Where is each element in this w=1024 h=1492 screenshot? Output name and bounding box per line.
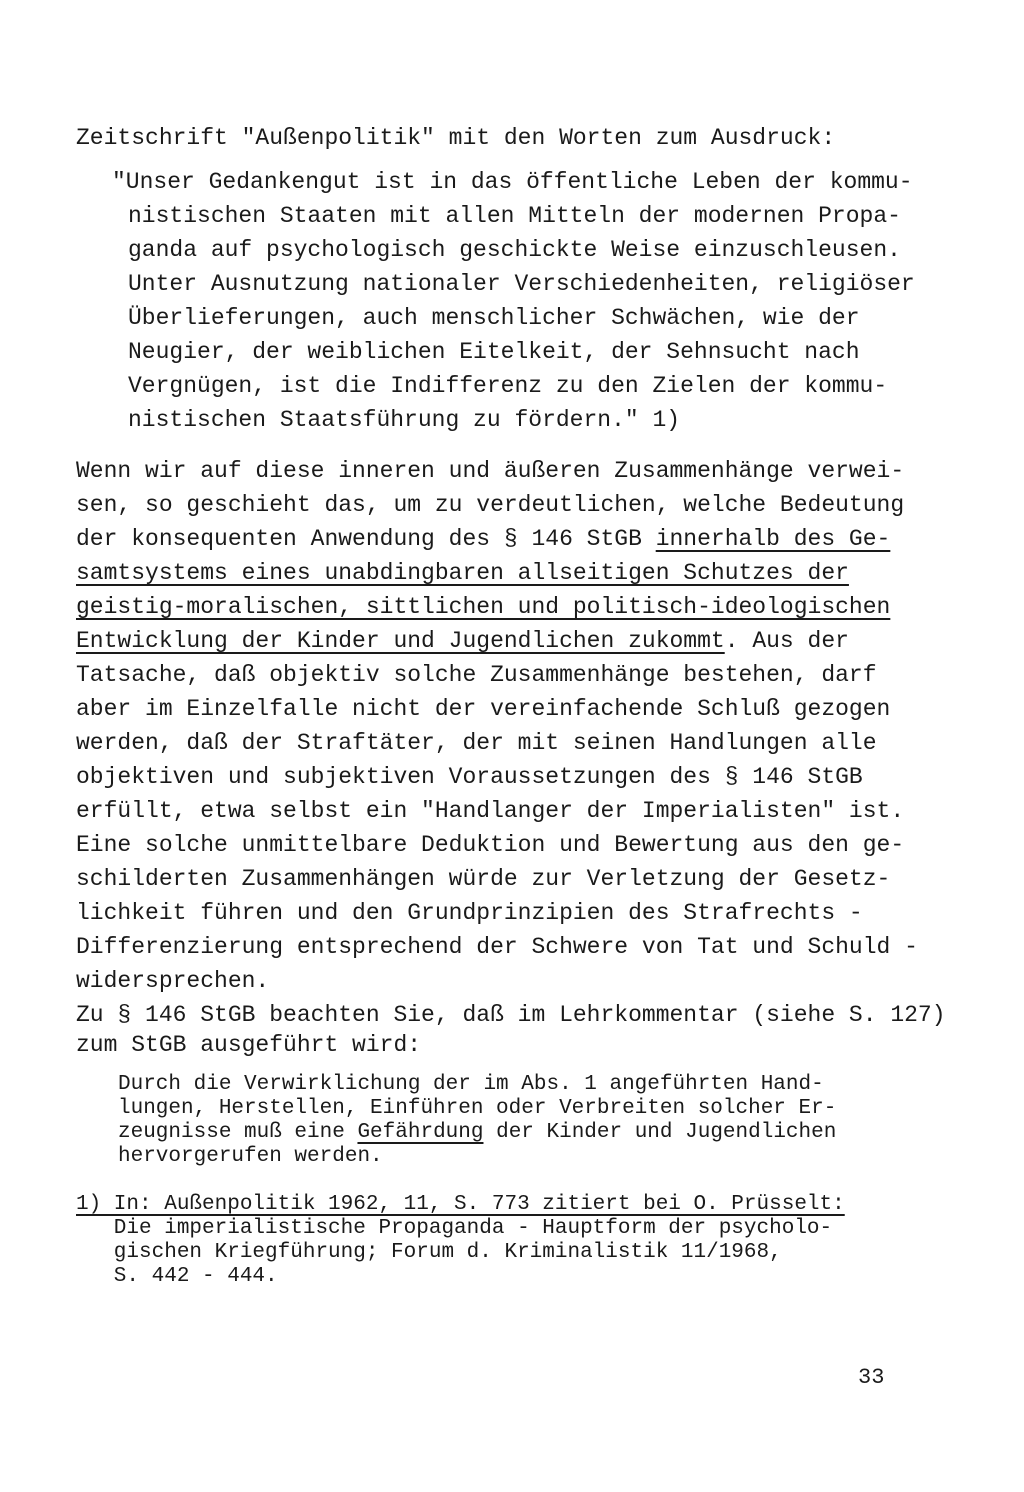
quote-line: nistischen Staatsführung zu fördern." 1): [128, 407, 681, 433]
paragraph-line: widersprechen.: [76, 968, 270, 994]
quote-line: nistischen Staaten mit allen Mitteln der modernen Propa-: [128, 203, 901, 229]
paragraph-line: sen, so geschieht das, um zu verdeutlichen, welche Bedeutung: [76, 492, 905, 518]
underlined-text: Entwicklung der Kinder und Jugendlichen zukommt: [76, 628, 725, 654]
paragraph-line: lichkeit führen und den Grundprinzipien des Strafrechts -: [76, 900, 863, 926]
footnote-line: S. 442 - 444.: [76, 1265, 278, 1288]
paragraph-line: Tatsache, daß objektiv solche Zusammenhänge bestehen, darf: [76, 662, 877, 688]
footnote-line: Die imperialistische Propaganda - Hauptform der psycholo-: [76, 1217, 833, 1240]
underlined-text: innerhalb des Ge-: [655, 526, 891, 552]
citation-line: hervorgerufen werden.: [118, 1145, 383, 1168]
paragraph-line: werden, daß der Straftäter, der mit seinen Handlungen alle: [76, 730, 877, 756]
citation-line: [118, 1121, 836, 1145]
citation-text: der Kinder und Jugendlichen: [483, 1121, 837, 1144]
paragraph-line: Wenn wir auf diese inneren und äußeren Zusammenhänge verwei-: [76, 458, 905, 484]
quote-line: "Unser Gedankengut ist in das öffentliche Leben der kommu-: [112, 169, 913, 195]
quote-line: Vergnügen, ist die Indifferenz zu den Zielen der kommu-: [128, 373, 888, 399]
paragraph-line: Differenzierung entsprechend der Schwere von Tat und Schuld -: [76, 934, 918, 960]
paragraph-line: [76, 524, 890, 554]
paragraph-line: Zu § 146 StGB beachten Sie, daß im Lehrkommentar (siehe S. 127): [76, 1002, 946, 1028]
quote-line: Neugier, der weiblichen Eitelkeit, der Sehnsucht nach: [128, 339, 860, 365]
footnote-line: 1) In: Außenpolitik 1962, 11, S. 773 zitiert bei O. Prüsselt:: [76, 1193, 845, 1216]
paragraph-line: aber im Einzelfalle nicht der vereinfachende Schluß gezogen: [76, 696, 891, 722]
citation-line: lungen, Herstellen, Einführen oder Verbreiten solcher Er-: [118, 1097, 837, 1120]
underlined-line: samtsystems eines unabdingbaren allseitigen Schutzes der: [76, 560, 849, 586]
underlined-text: Gefährdung: [357, 1121, 484, 1144]
underlined-line: geistig-moralischen, sittlichen und politisch-ideologischen: [76, 594, 891, 620]
citation-line: Durch die Verwirklichung der im Abs. 1 angeführten Hand-: [118, 1073, 824, 1096]
citation-text: zeugnisse muß eine: [118, 1121, 358, 1144]
page-number: 33: [858, 1365, 885, 1390]
paragraph-text: der konsequenten Anwendung des § 146 StGB: [76, 526, 656, 552]
paragraph-line: erfüllt, etwa selbst ein "Handlanger der Imperialisten" ist.: [76, 798, 905, 824]
quote-line: ganda auf psychologisch geschickte Weise einzuschleusen.: [128, 237, 901, 263]
intro-line: Zeitschrift "Außenpolitik" mit den Worten zum Ausdruck:: [76, 125, 836, 151]
paragraph-line: Eine solche unmittelbare Deduktion und Bewertung aus den ge-: [76, 832, 905, 858]
footnote-line: gischen Kriegführung; Forum d. Kriminalistik 11/1968,: [76, 1241, 782, 1264]
quote-line: Überlieferungen, auch menschlicher Schwächen, wie der: [128, 305, 860, 331]
paragraph-line: objektiven und subjektiven Voraussetzungen des § 146 StGB: [76, 764, 863, 790]
paragraph-line: [76, 626, 849, 656]
paragraph-text: . Aus der: [724, 628, 849, 654]
paragraph-line: zum StGB ausgeführt wird:: [76, 1032, 422, 1058]
paragraph-line: schilderten Zusammenhängen würde zur Verletzung der Gesetz-: [76, 866, 891, 892]
quote-line: Unter Ausnutzung nationaler Verschiedenheiten, religiöser: [128, 271, 915, 297]
